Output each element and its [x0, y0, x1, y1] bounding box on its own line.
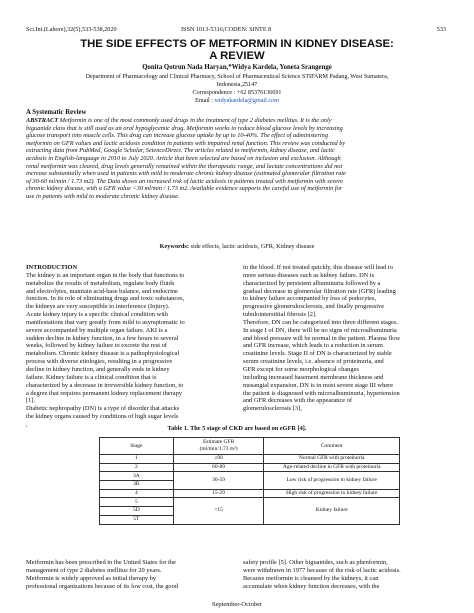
egfr-cell: 30-59	[173, 472, 264, 489]
text-line: gradual decrease in glomerular filtration rate (GFR) leading	[243, 287, 396, 295]
text-line: including increased basement membrane thickness and	[243, 373, 384, 381]
abstract-label: ABSTRACT	[26, 117, 59, 124]
page-number: 533	[436, 26, 446, 33]
text-line: safety profile [5]. Other biguanides, such as phenformin,	[243, 559, 388, 566]
table-row	[100, 455, 400, 464]
comment-cell: Normal GFR with proteinuria	[264, 455, 400, 464]
abstract-line: metformin on GFR values and lactic acidosis condition in patients with impaired renal function. This review was conducted by	[26, 139, 346, 147]
keywords-list: side effects, lactic acidosis, GFR, Kidney disease	[190, 243, 315, 250]
text-line: a degree that requires permanent kidney replacement therapy	[26, 389, 182, 397]
egfr-cell: 15-29	[173, 489, 264, 498]
text-line: and blood pressure will be normal in the patient. Plasma flow	[243, 334, 401, 342]
comment-cell: Age-related decline in GFR with proteinuria	[264, 463, 400, 472]
text-line: more serious diseases such as kidney failure. DN is	[243, 271, 375, 279]
abstract-line: Metformin is one of the most commonly used drugs in the treatment of type 2 diabetes mellitus. It is the only	[59, 117, 332, 124]
text-line: to kidney failure accompanied by loss of podocytes,	[243, 295, 377, 303]
text-line: in the blood. If not treated quickly, this disease will lead to	[243, 264, 393, 271]
stage-cell: 5D	[100, 507, 174, 516]
stray-mark: ,	[26, 420, 28, 428]
abstract-line: acidosis in English-language in 2010 to July 2020. Article that been selected are based on inclusion and exclusion. Although	[26, 154, 341, 162]
text-line: creatinine levels. Stage II of DN is characterized by stable	[243, 350, 392, 358]
text-line: Metformin has been prescribed in the United States for the	[26, 559, 176, 566]
text-line: mesangial expansion. DN is in most severe stage III where	[243, 381, 394, 389]
title-line-2: A REVIEW	[209, 50, 265, 62]
correspondence: Correspondence : +62 85376136691	[192, 90, 282, 96]
text-line: the patient is diagnosed with microalbuminuria, hypertension	[243, 389, 400, 397]
text-line: metabolism. Chronic kidney disease is a pathophysiological	[26, 350, 180, 358]
text-line: management of type 2 diabetes mellitus for 20 years.	[26, 566, 162, 574]
text-line: Diabetic nephropathy (DN) is a type of disorder that attacks	[26, 405, 180, 413]
author-list: Qonita Qotrun Nada Haryan,*Widya Kardela, Yoneta Srangenge	[142, 64, 332, 71]
text-line: accumulate when kidney function decreases, with the	[243, 582, 380, 590]
text-line: characterized by persistent albuminuria followed by a	[243, 279, 381, 287]
text-line: function. In its role of eliminating drugs and toxic substances,	[26, 295, 185, 303]
table-row	[100, 498, 400, 507]
text-line: and GFR decreases with the appearance of	[243, 397, 352, 405]
bottom-left-column	[26, 559, 231, 590]
text-line: were withdrawn in 1977 because of the risk of lactic acidosis.	[243, 566, 401, 574]
abstract-line: renal metformin was cleared, drug levels generally remained within the therapeutic range, and lactate concentrations did not	[26, 162, 343, 170]
stage-cell: 3A	[100, 472, 174, 481]
text-line: In stage I of DN, there will be no signs of microalbuminuria	[243, 326, 397, 334]
header-egfr	[173, 438, 264, 455]
introduction-heading: INTRODUCTION	[26, 264, 78, 271]
stage-cell: 3B	[100, 481, 174, 490]
keywords-label: Keywords:	[159, 243, 189, 250]
egfr-cell: 60-89	[173, 463, 264, 472]
header-egfr-line-2: (ml/min/1.73 m²)	[199, 446, 238, 452]
text-line: metabolize the results of metabolism, regulate body fluids	[26, 279, 175, 287]
paper-title	[0, 38, 474, 62]
issn-coden: ISSN 1013-5316;CODEN: SINTE 8	[181, 26, 272, 33]
table-header-row	[100, 438, 400, 455]
stage-cell: 5T	[100, 515, 174, 524]
table-caption: Table 1. The 5 stage of CKD are based on eGFR [4].	[167, 425, 307, 432]
egfr-cell: <15	[173, 498, 264, 524]
table-row	[100, 489, 400, 498]
abstract-line: chronic kidney disease, with a GFR value <30 ml/min / 1.73 m2. Available evidence supports the careful use of metformin for	[26, 185, 343, 193]
text-line: and electrolytes, maintain acid-base balance, and endocrine	[26, 287, 178, 295]
text-line: glomerulosclerosis [3],	[243, 405, 302, 413]
stage-cell: 4	[100, 489, 174, 498]
introduction-column	[26, 264, 231, 429]
stage-cell: 5	[100, 498, 174, 507]
table-row	[100, 463, 400, 472]
text-line: weeks, followed by kidney failure to excrete the rest of	[26, 342, 167, 350]
abstract	[26, 117, 448, 201]
text-line: sudden decline in kidney function, in a few hours to several	[26, 334, 179, 342]
abstract-line: glucose transport into muscle cells. This drug can increase glucose uptake by up to 10-40%. The effect of administering	[26, 132, 328, 140]
stage-cell: 1	[100, 455, 174, 464]
text-line: Acute kidney injury is a specific clinical condition with	[26, 311, 168, 319]
bottom-right-column	[243, 559, 448, 590]
abstract-line: increase substantially when used in patients with mild to moderate chronic kidney disease (estimated glomerular filtration rate	[26, 170, 346, 178]
comment-cell: High risk of progression to kidney failure	[264, 489, 400, 498]
text-line: GFR except for some morphological changes	[243, 365, 359, 373]
comment-cell: Kidney failure	[264, 498, 400, 524]
stage-cell: 2	[100, 463, 174, 472]
header-egfr-line-1: Estimate GFR	[202, 439, 235, 445]
affiliation-line-2: Indonesia,25147	[216, 82, 258, 88]
text-line: Therefore, DN can be categorized into three different stages.	[243, 318, 398, 326]
right-column	[243, 264, 448, 413]
text-line: and GFR increase, which leads to a reduction in serum	[243, 342, 383, 350]
text-line: serum creatinine levels, i.e. absence of proteinuria, and	[243, 358, 384, 366]
text-line: process with diverse etiologies, resulting in a progressive	[26, 358, 173, 366]
issue-footer: September-October	[212, 601, 262, 608]
egfr-cell: ≥90	[173, 455, 264, 464]
text-line: Metformin is widely approved as initial therapy by	[26, 574, 157, 582]
text-line: failure. Kidney failure is a clinical condition that is	[26, 373, 157, 381]
text-line: manifestations that vary greatly from mild to asymptomatic to	[26, 318, 185, 326]
section-label: A Systematic Review	[26, 109, 87, 116]
abstract-line: extracting data from PubMed, Google Scholar, ScienceDirect. The articles related to metformin, kidney disease, and lactic	[26, 147, 335, 155]
text-line: professional organizations because of its low cost, the good	[26, 582, 178, 590]
header-stage: Stage	[100, 438, 174, 455]
abstract-line: biguanide class that is still used as an oral hypoglycemic drug. Metformin works to reduce blood glucose levels by increasing	[26, 124, 343, 132]
text-line: characterized by a decrease in irreversible kidney function, to	[26, 381, 184, 389]
keywords	[0, 243, 474, 250]
text-line: decline in kidney function, and generally ends in kidney	[26, 365, 170, 373]
text-line: the kidney organs caused by conditions of high sugar levels	[26, 413, 179, 421]
email-link[interactable]: widyakardela@gmail.com	[214, 98, 279, 104]
email-label: Email :	[195, 98, 213, 104]
title-line-1: THE SIDE EFFECTS OF METFORMIN IN KIDNEY DISEASE:	[80, 38, 394, 50]
journal-citation: Sci.Int.(Lahore),32(5),533-538,2020	[26, 26, 117, 33]
header-comment: Comment	[264, 438, 400, 455]
table-row	[100, 472, 400, 481]
text-line: [1].	[26, 397, 36, 405]
text-line: The kidney is an important organ in the body that functions to	[26, 271, 185, 279]
text-line: the kidneys are very susceptible to interference (Injury).	[26, 303, 170, 311]
text-line: Because metformin is cleansed by the kidneys, it can	[243, 574, 379, 582]
text-line: severe accompanied by multiple organ failure. AKI is a	[26, 326, 168, 334]
comment-cell: Low risk of progression to kidney failure	[264, 472, 400, 489]
text-line: tubulointerstitial fibrosis [2].	[243, 311, 317, 319]
abstract-line: of 30-60 ml/min / 1.73 m2). The Data shows an increased risk of lactic acidosis in patients treated with metformin with severe	[26, 177, 344, 185]
affiliation-line-1: Department of Pharmacology and Clinical Pharmacy, School of Pharmaceutical Science STIFARM Padang, West Sumatera,	[85, 74, 389, 80]
ckd-stage-table	[99, 437, 400, 525]
abstract-line: use in patients with mild to moderate chronic kidney disease.	[26, 192, 180, 200]
text-line: progressive glomerulosclerosis, and finally progressive	[243, 303, 385, 311]
email-line	[0, 98, 474, 106]
